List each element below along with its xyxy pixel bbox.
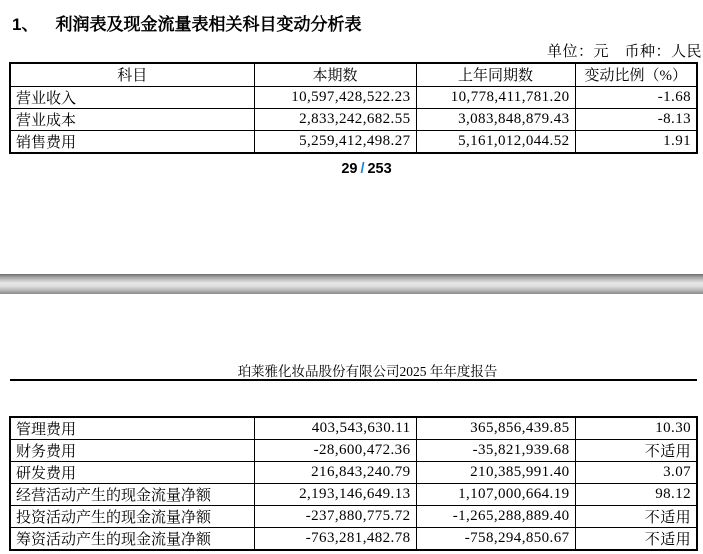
current-period-cell: 5,259,412,498.27 xyxy=(254,130,416,153)
prior-period-cell: 5,161,012,044.52 xyxy=(416,130,575,153)
current-period-cell: 2,193,146,649.13 xyxy=(254,484,416,506)
table-row xyxy=(10,417,697,440)
report-header: 珀莱雅化妆品股份有限公司2025 年年度报告 xyxy=(237,364,498,379)
table-header-row xyxy=(10,63,697,86)
page-break-separator-bar xyxy=(0,274,703,294)
section-title-number: 1、 xyxy=(12,15,39,34)
row-label-cell: 筹资活动产生的现金流量净额 xyxy=(10,528,254,551)
change-ratio-cell: 98.12 xyxy=(575,484,697,506)
header-change-ratio: 变动比例（%） xyxy=(575,63,697,86)
prior-period-cell: 1,107,000,664.19 xyxy=(416,484,575,506)
current-period-cell: -28,600,472.36 xyxy=(254,440,416,462)
current-period-cell: 403,543,630.11 xyxy=(254,417,416,440)
current-period-cell: 10,597,428,522.23 xyxy=(254,86,416,108)
page-current: 29 xyxy=(341,161,358,177)
row-label-cell: 投资活动产生的现金流量净额 xyxy=(10,506,254,528)
prior-period-cell: -758,294,850.67 xyxy=(416,528,575,551)
row-label-cell: 研发费用 xyxy=(10,462,254,484)
row-label-cell: 营业成本 xyxy=(10,108,254,130)
table-row xyxy=(10,130,697,153)
table-row xyxy=(10,528,697,551)
prior-period-cell: 10,778,411,781.20 xyxy=(416,86,575,108)
page-total: 253 xyxy=(367,161,392,177)
change-ratio-cell: 3.07 xyxy=(575,462,697,484)
current-period-cell: 2,833,242,682.55 xyxy=(254,108,416,130)
table-row xyxy=(10,506,697,528)
current-period-cell: -763,281,482.78 xyxy=(254,528,416,551)
section-title xyxy=(12,10,361,35)
row-label-cell: 经营活动产生的现金流量净额 xyxy=(10,484,254,506)
header-current-period: 本期数 xyxy=(254,63,416,86)
page-separator-slash: / xyxy=(360,161,365,177)
prior-period-cell: 365,856,439.85 xyxy=(416,417,575,440)
page-indicator xyxy=(0,161,703,177)
header-prior-period: 上年同期数 xyxy=(416,63,575,86)
prior-period-cell: 3,083,848,879.43 xyxy=(416,108,575,130)
change-ratio-cell: 不适用 xyxy=(575,506,697,528)
change-ratio-cell: 1.91 xyxy=(575,130,697,153)
current-period-cell: 216,843,240.79 xyxy=(254,462,416,484)
change-ratio-cell: -8.13 xyxy=(575,108,697,130)
table-row xyxy=(10,86,697,108)
prior-period-cell: -35,821,939.68 xyxy=(416,440,575,462)
header-subject: 科目 xyxy=(10,63,254,86)
table-row xyxy=(10,108,697,130)
change-ratio-cell: 不适用 xyxy=(575,440,697,462)
change-ratio-cell: 不适用 xyxy=(575,528,697,551)
analysis-table-top xyxy=(9,62,698,154)
row-label-cell: 营业收入 xyxy=(10,86,254,108)
row-label-cell: 销售费用 xyxy=(10,130,254,153)
current-period-cell: -237,880,775.72 xyxy=(254,506,416,528)
table-row xyxy=(10,484,697,506)
row-label-cell: 管理费用 xyxy=(10,417,254,440)
change-ratio-cell: 10.30 xyxy=(575,417,697,440)
unit-currency-line: 单位：元 币种：人民 xyxy=(546,44,702,60)
table-row xyxy=(10,440,697,462)
section-title-text: 利润表及现金流量表相关科目变动分析表 xyxy=(55,15,362,34)
table-row xyxy=(10,462,697,484)
prior-period-cell: 210,385,991.40 xyxy=(416,462,575,484)
analysis-table-bottom xyxy=(9,416,698,551)
report-header-rule xyxy=(10,379,697,381)
change-ratio-cell: -1.68 xyxy=(575,86,697,108)
prior-period-cell: -1,265,288,889.40 xyxy=(416,506,575,528)
row-label-cell: 财务费用 xyxy=(10,440,254,462)
